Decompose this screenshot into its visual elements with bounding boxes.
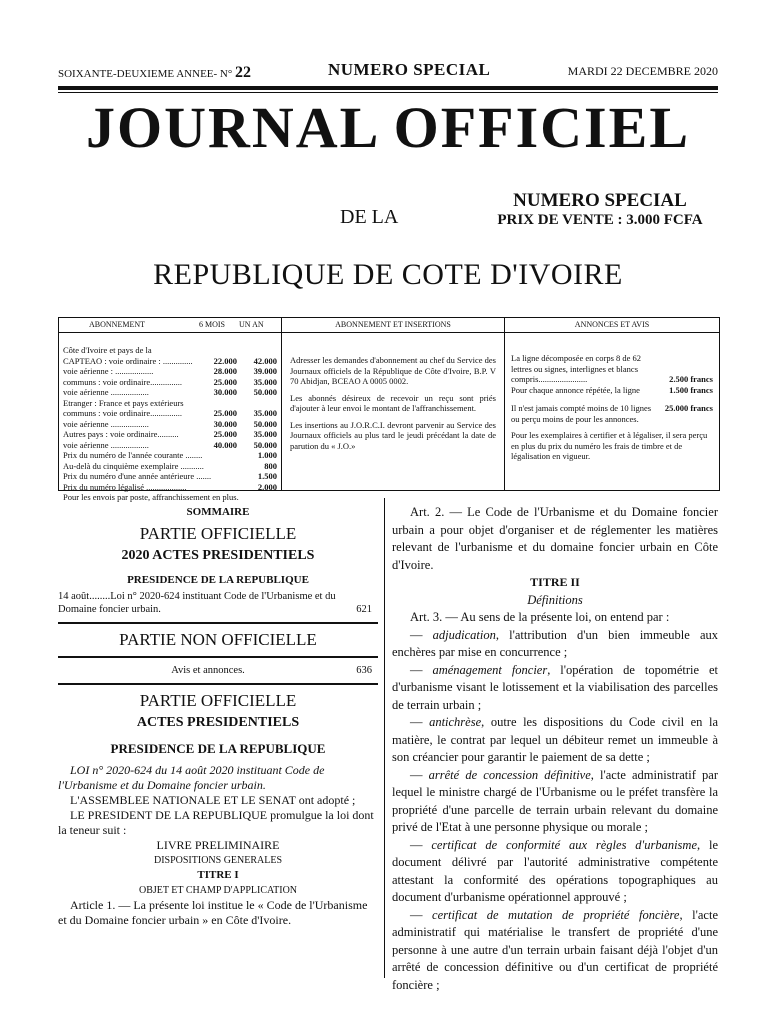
rate-row [59,398,281,409]
rate-label: Au-delà du cinquième exemplaire ........... [63,460,204,471]
definition-item: — certificat de conformité aux règles d'urbanisme, le document délivré par l'autorité administrative compétente attestant la conformité des opérations topographiques au document d'urbanisme opérationnel approuvé ; [392,837,718,904]
rate-row [59,461,281,472]
sommaire-title: SOMMAIRE [186,506,250,518]
rate-min-text: Il n'est jamais compté moins de 10 lignes ou perçu moins de pour les annonces. [511,403,652,424]
rate-label: Prix du numéro d'une année antérieure ....... [63,471,212,481]
annonces-header: ANNONCES ET AVIS [505,318,719,333]
page-number: 636 [356,665,372,676]
sommaire-entry: 14 août........Loi n° 2020-624 instituant Code de l'Urbanisme et du Domaine foncier urbain. 621 [58,591,372,615]
sommaire-partie-non-officielle: PARTIE NON OFFICIELLE [119,630,317,649]
definition-item: — arrêté de concession définitive, l'acte administratif par lequel le ministre chargé de l'Urbanisme ou le préfet transfère la propriété d'une parcelle de terrain urbain relevant du domaine privé de l'Etat à une personne physique ou morale ; [392,767,718,834]
issue-label: SOIXANTE-DEUXIEME ANNEE- N° 22 [58,64,252,81]
rate-row [59,419,281,430]
rate-one-year: 800 [264,460,277,471]
insertions-header: ABONNEMENT ET INSERTIONS [282,318,504,333]
republic-title: REPUBLIQUE DE COTE D'IVOIRE [153,258,623,291]
annonces-column [505,318,719,490]
rate-one-year: 50.000 [253,418,277,429]
partie-officielle-heading: PARTIE OFFICIELLE [139,691,297,710]
adoption-text: L'ASSEMBLEE NATIONALE ET LE SENAT ont adopté ; [70,793,356,807]
rate-one-year: 35.000 [253,429,277,439]
rate-line-text: La ligne décomposée en corps 8 de 62 lettres ou signes, interlignes et blancs compris....................... [511,353,642,384]
rate-label: Prix du numéro légalisé ................... [63,481,187,492]
definition-item: — certificat de mutation de propriété foncière, l'acte administratif qui matérialise le transfert de propriété d'une personne à une autre d'un terrain urbain faisant déjà l'objet d'un arrêté de concession définitive ou d'un certificat de propriété foncière ; [392,907,718,992]
rate-min-value: 25.000 francs [664,403,713,413]
rate-label: voie aérienne : .................. [63,366,154,376]
rate-six-months: 30.000 [213,387,237,397]
rate-row [59,429,281,440]
presidence-heading: PRESIDENCE DE LA REPUBLIQUE [110,741,326,756]
article-2: Art. 2. — Le Code de l'Urbanisme et du Domaine foncier urbain a pour objet d'organiser et de réglementer les matières relevant de l'urbanisme et du domaine foncier urbain en Côte d'Ivoire. [392,505,718,572]
rate-repeat-text: Pour chaque annonce répétée, la ligne [511,384,640,395]
rate-one-year: 1.000 [257,450,277,460]
article-3: Art. 3. — Au sens de la présente loi, on entend par : [410,610,670,624]
six-months-header: 6 MOIS [199,320,226,329]
promulgation-text: LE PRESIDENT DE LA REPUBLIQUE promulgue la loi dont la teneur suit : [58,808,374,837]
divider [58,622,378,624]
rate-row [59,450,281,461]
rate-six-months: 25.000 [213,429,237,439]
sommaire-entry: Avis et annonces. 636 [171,665,372,676]
rate-one-year: 1.500 [257,471,277,481]
rate-one-year: 2.000 [257,481,277,492]
masthead-top-line [58,60,718,82]
left-column [58,498,378,928]
issue-date: MARDI 22 DECEMBRE 2020 [567,64,718,78]
rate-one-year: 35.000 [253,408,277,418]
rate-one-year: 50.000 [253,439,277,450]
rate-six-months: 25.000 [213,408,237,418]
subscription-info-box [58,317,720,502]
rate-label: voie aérienne .................. [63,439,149,450]
journal-title: JOURNAL OFFICIEL [85,95,690,160]
rate-six-months [211,471,241,482]
page-number: 621 [356,604,372,615]
rate-row [59,482,281,493]
column-divider [384,498,385,978]
insertions-text-2: Les abonnés désireux de recevoir un reçu sont priés d'ajouter à leur envoi le montant de l'affranchissement. [290,392,496,413]
legalisation-text: Pour les exemplaires à certifier et à légaliser, il sera perçu en plus du prix du numéro les frais de timbre et de légalisation en vigueur. [511,430,708,461]
special-issue-label: NUMERO SPECIAL [328,60,491,79]
one-year-header: UN AN [239,320,264,329]
abonnement-column [59,318,282,502]
right-column [392,504,718,994]
sommaire-partie-officielle: PARTIE OFFICIELLE [139,524,297,543]
sommaire-presidence: PRESIDENCE DE LA REPUBLIQUE [127,574,309,586]
rate-row [59,471,281,482]
rate-label: Pour les envois par poste, affranchissement en plus. [63,492,239,502]
rate-six-months [203,482,237,493]
rate-six-months: 22.000 [213,355,237,366]
actes-heading: ACTES PRESIDENTIELS [136,715,300,730]
rate-row [59,366,281,377]
dispositions-heading: DISPOSITIONS GENERALES [153,855,283,866]
rate-six-months [204,461,238,472]
rate-label: communs : voie ordinaire............... [63,376,182,387]
price-stamp [490,190,710,229]
rate-row [59,440,281,451]
rate-six-months [203,398,237,409]
livre-heading: LIVRE PRELIMINAIRE [156,838,280,852]
insertions-text-1: Adresser les demandes d'abonnement au chef du Service des Journaux officiels de la République de Côte d'Ivoire, B.P. V 70 Abidjan, BCEAO A 0005 0002. [290,355,496,386]
top-rule-thin [58,92,718,93]
article-1: Article 1. — La présente loi institue le « Code de l'Urbanisme et du Domaine foncier urbain » en Côte d'Ivoire. [58,898,368,927]
titre-2-heading: TITRE II [530,575,580,589]
rate-six-months [203,345,237,356]
rate-six-months: 25.000 [213,376,237,387]
rate-six-months: 28.000 [213,366,237,376]
top-rule [58,86,718,90]
rate-label: voie aérienne .................. [63,387,149,397]
insertions-text-3: Les insertions au J.O.R.C.I. devront parvenir au Service des Journaux officiels au plus tard le jeudi précédant la date de parution du « J.O.» [290,419,496,451]
rate-label: Etranger : France et pays extérieurs [63,397,184,408]
rate-row [59,408,281,419]
sommaire-actes: 2020 ACTES PRESIDENTIELS [121,548,315,563]
definitions-heading: Définitions [527,592,583,607]
rate-six-months: 30.000 [213,418,237,429]
definition-item: — adjudication, l'attribution d'un bien immeuble aux enchères par mise en concurrence ; [392,627,719,659]
rate-label: Côte d'Ivoire et pays de la [63,345,152,355]
objet-heading: OBJET ET CHAMP D'APPLICATION [138,885,298,896]
special-stamp: NUMERO SPECIAL [513,190,687,211]
rate-row [59,356,281,367]
rate-one-year: 42.000 [253,355,277,366]
price-label: PRIX DE VENTE : 3.000 FCFA [497,212,703,228]
titre-1-heading: TITRE I [197,869,239,881]
divider [58,656,378,658]
definition-item: — antichrèse, outre les dispositions du Code civil en la matière, le contrat par lequel un débiteur remet un immeuble à son créancier pour garantir le paiement de sa dette ; [392,715,718,764]
rate-row [59,387,281,398]
rate-one-year: 39.000 [253,366,277,376]
issue-number: 22 [235,64,252,81]
definition-item: — aménagement foncier, l'opération de topométrie et d'urbanisme visant le lotissement et la viabilisation des parcelles de terrain urbain ; [392,662,719,712]
rate-label: Autres pays : voie ordinaire.......... [63,429,179,439]
rate-six-months [203,450,237,461]
rates-table [59,345,281,503]
rate-one-year: 50.000 [253,387,277,397]
rate-line-value: 2.500 francs [669,374,713,384]
rate-six-months: 40.000 [213,439,237,450]
rate-label: Prix du numéro de l'année courante ........ [63,450,203,460]
loi-title: LOI n° 2020-624 du 14 août 2020 instituant Code de l'Urbanisme et du Domaine foncier urbain. [58,763,325,792]
de-la-label: DE LA [340,206,399,228]
rate-one-year: 35.000 [253,376,277,387]
divider [58,683,378,685]
rate-label: communs : voie ordinaire............... [63,408,182,418]
rate-one-year [237,345,277,356]
rate-label: voie aérienne .................. [63,418,149,429]
rate-repeat-value: 1.500 francs [669,384,713,395]
rate-row [59,345,281,356]
rate-label: CAPTEAO : voie ordinaire : .............. [63,355,193,366]
rate-row [59,377,281,388]
rate-one-year [237,398,277,409]
insertions-column [282,318,505,490]
abonnement-header: ABONNEMENT [89,320,145,329]
